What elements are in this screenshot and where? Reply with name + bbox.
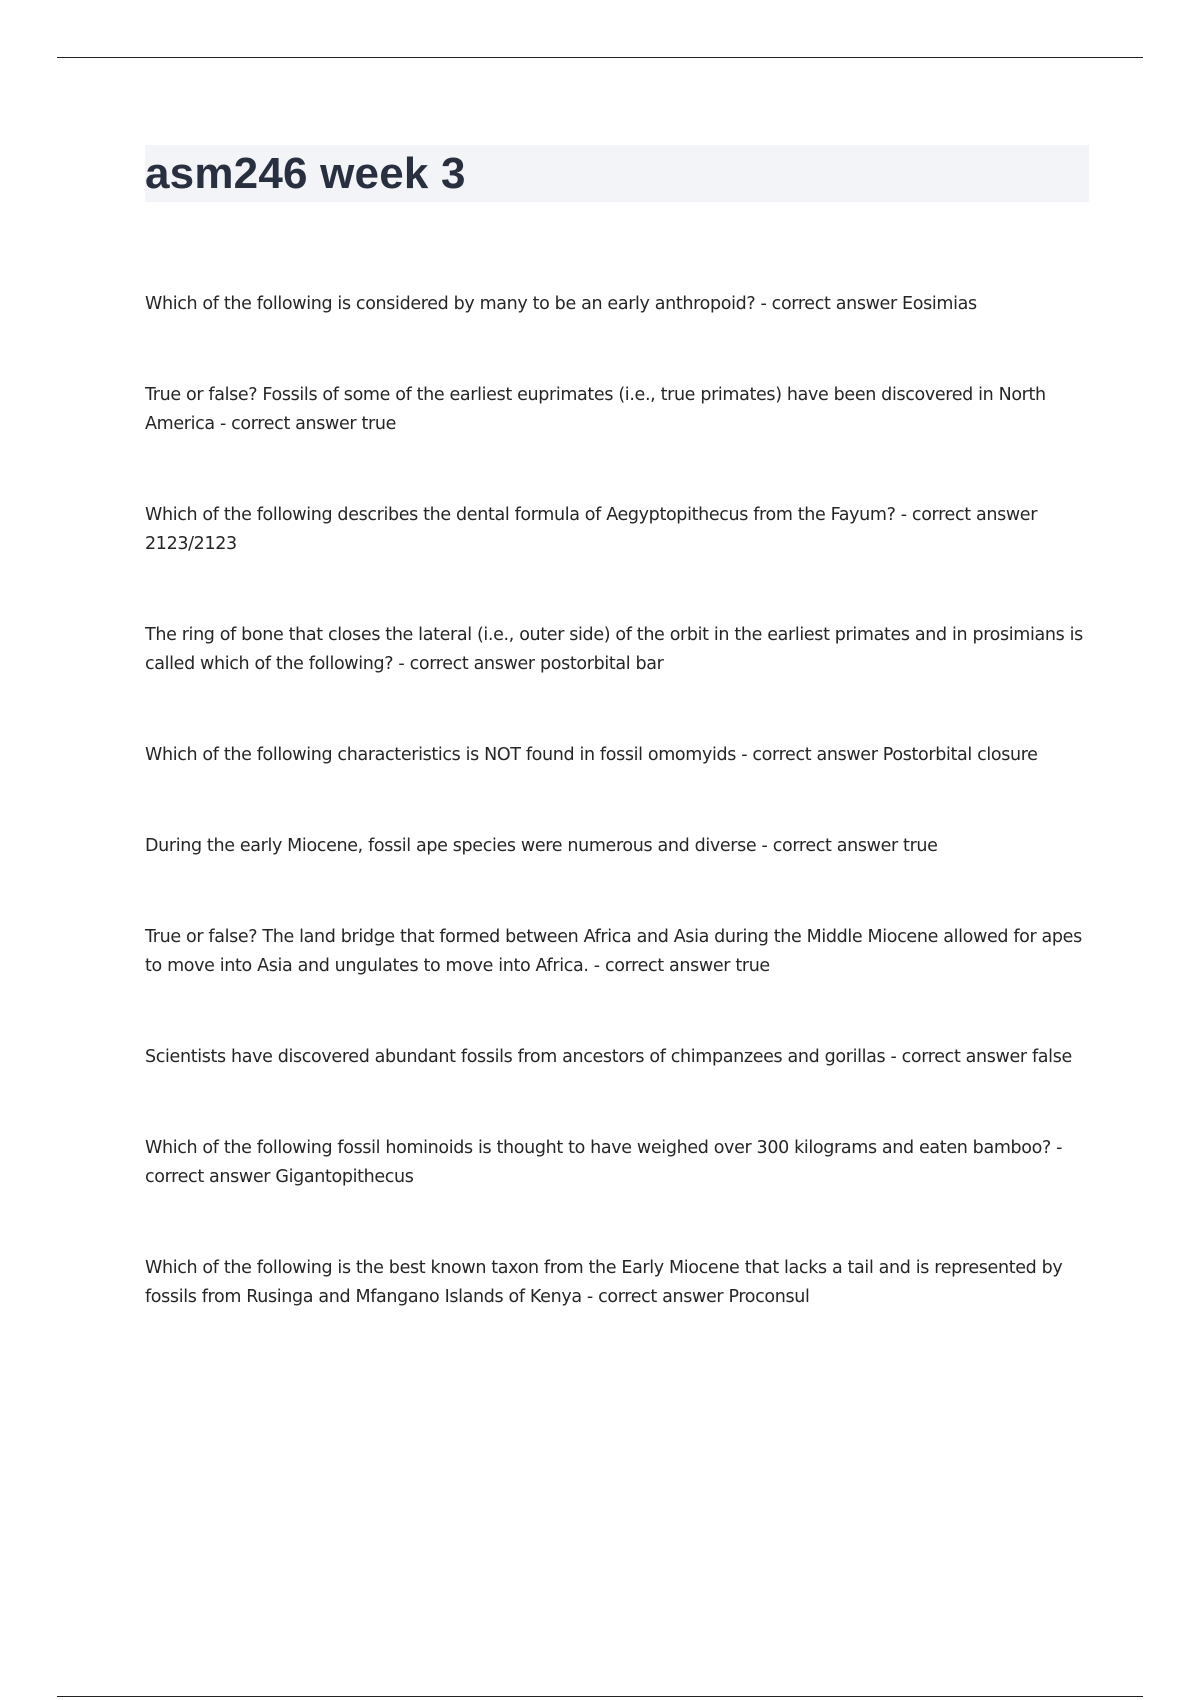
qa-item: True or false? The land bridge that formed between Africa and Asia during the Middle Miocene allowed for apes to move into Asia and ungulates to move into Africa. - correct answer true xyxy=(145,927,1082,976)
qa-item: The ring of bone that closes the lateral (i.e., outer side) of the orbit in the earliest primates and in prosimians is called which of the following? - correct answer postorbital bar xyxy=(145,625,1083,674)
qa-item: During the early Miocene, fossil ape species were numerous and diverse - correct answer true xyxy=(145,836,938,856)
qa-item: Which of the following characteristics is NOT found in fossil omomyids - correct answer Postorbital closure xyxy=(145,745,1038,765)
question-answer-list xyxy=(145,290,1090,1374)
qa-item: Which of the following is the best known taxon from the Early Miocene that lacks a tail and is represented by fossils from Rusinga and Mfangano Islands of Kenya - correct answer Proconsul xyxy=(145,1258,1063,1307)
qa-item: Scientists have discovered abundant fossils from ancestors of chimpanzees and gorillas - correct answer false xyxy=(145,1047,1072,1067)
qa-item: Which of the following fossil hominoids is thought to have weighed over 300 kilograms and eaten bamboo? - correct answer Gigantopithecus xyxy=(145,1138,1063,1187)
page-title: asm246 week 3 xyxy=(145,149,466,198)
top-divider xyxy=(57,57,1143,58)
bottom-divider xyxy=(57,1696,1143,1697)
qa-item: Which of the following is considered by many to be an early anthropoid? - correct answer Eosimias xyxy=(145,294,977,314)
qa-item: Which of the following describes the dental formula of Aegyptopithecus from the Fayum? - correct answer 2123/2123 xyxy=(145,505,1038,554)
qa-item: True or false? Fossils of some of the earliest euprimates (i.e., true primates) have been discovered in North America - correct answer true xyxy=(145,385,1046,434)
